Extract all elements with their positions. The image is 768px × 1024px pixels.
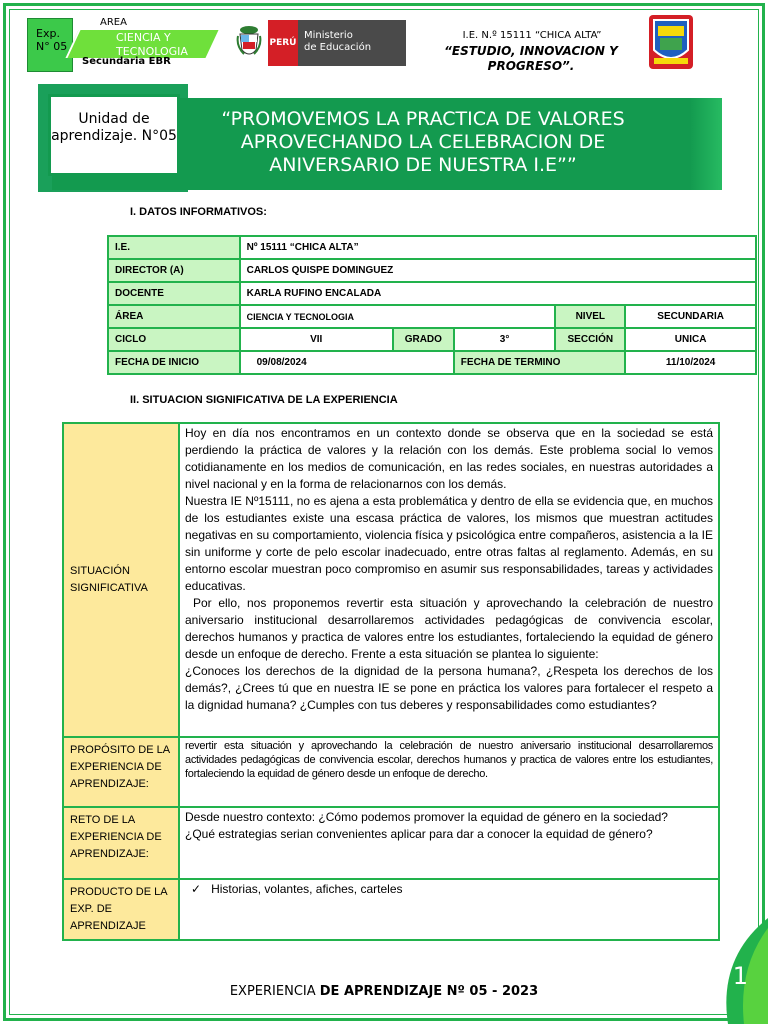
reto-label: RETO DE LA EXPERIENCIA DE APRENDIZAJE: xyxy=(63,807,179,879)
fecha-inicio-label: FECHA DE INICIO xyxy=(108,351,240,374)
unit-label: Unidad de aprendizaje. N°05 xyxy=(48,94,180,176)
table-row xyxy=(108,236,756,259)
table-row xyxy=(63,807,719,879)
situacion-label: SITUACIÓN SIGNIFICATIVA xyxy=(63,423,179,737)
producto-text xyxy=(179,879,719,940)
footer-text-bold: DE APRENDIZAJE Nº 05 - 2023 xyxy=(319,984,539,999)
footer-text xyxy=(0,984,768,999)
area-subtitle: Secundaria EBR xyxy=(82,56,171,67)
table-row xyxy=(108,351,756,374)
area-label: ÁREA xyxy=(108,305,240,328)
table-row xyxy=(108,305,756,328)
seccion-value: UNICA xyxy=(625,328,756,351)
main-title: “PROMOVEMOS LA PRACTICA DE VALORES APROVECHANDO LA CELEBRACION DE ANIVERSARIO DE NUESTRA I.E”” xyxy=(221,108,625,176)
ciclo-value: VII xyxy=(240,328,393,351)
producto-item xyxy=(185,881,713,898)
table-row xyxy=(108,282,756,305)
nivel-value: SECUNDARIA xyxy=(625,305,756,328)
situacion-paragraph-2: Nuestra IE Nº15111, no es ajena a esta problemática y dentro de ella se evidencia que, en muchos de los estudiantes existe una escasa práctica de valores, los mismos que muestran actitudes negativas en su comportamiento, violencia física y psicológica entre compañeros, asistencia a la IE sin uniforme y corte de pelo escolar inadecuado, entre otras faltas al reglamento. Además, en su entorno escolar muestran poco compromiso en asumir sus responsabilidades, tareas y actividades educativas. xyxy=(185,494,713,593)
nivel-label: NIVEL xyxy=(555,305,625,328)
info-table xyxy=(107,235,757,375)
fecha-termino-value: 11/10/2024 xyxy=(625,351,756,374)
table-row xyxy=(108,259,756,282)
ciclo-label: CICLO xyxy=(108,328,240,351)
institution-motto: “ESTUDIO, INNOVACION Y PROGRESO”. xyxy=(444,44,618,73)
reto-line-1: Desde nuestro contexto: ¿Cómo podemos promover la equidad de género en la sociedad? xyxy=(185,810,668,824)
area-banner xyxy=(72,18,212,72)
reto-text xyxy=(179,807,719,879)
ie-label: I.E. xyxy=(108,236,240,259)
director-label: DIRECTOR (A) xyxy=(108,259,240,282)
peru-label: PERÚ xyxy=(268,20,298,66)
footer-text-normal: EXPERIENCIA xyxy=(229,984,320,999)
institution-name: I.E. N.º 15111 “CHICA ALTA” xyxy=(462,30,602,41)
producto-item-label: Historias, volantes, afiches, carteles xyxy=(211,882,403,896)
proposito-label: PROPÓSITO DE LA EXPERIENCIA DE APRENDIZAJE: xyxy=(63,737,179,807)
area-name: CIENCIA Y TECNOLOGIA xyxy=(116,31,188,58)
reto-line-2: ¿Qué estrategias serian convenientes aplicar para dar a conocer la equidad de género? xyxy=(185,827,653,841)
section-1-heading: I. DATOS INFORMATIVOS: xyxy=(130,206,267,218)
table-row xyxy=(108,328,756,351)
situacion-paragraph-4: ¿Conoces los derechos de la dignidad de la persona humana?, ¿Respeta los derechos de los demás?, ¿Crees tú que en nuestra IE se pone en práctica los valores para fortalecer el respeto a la dignidad humana? ¿Cumples con tus deberes y responsabilidades como estudiantes? xyxy=(185,664,713,712)
ministerio-educacion-logo xyxy=(268,20,406,66)
exp-badge: Exp. N° 05 xyxy=(27,18,73,72)
docente-value: KARLA RUFINO ENCALADA xyxy=(240,282,756,305)
seccion-label: SECCIÓN xyxy=(555,328,625,351)
situacion-paragraph-1: Hoy en día nos encontramos en un contexto donde se observa que en la sociedad se está perdiendo la práctica de valores y la relación con los demás. Este problema social lo vemos cotidianamente en los medios de comunicación, en las redes sociales, en nuestras autoridades a nivel nacional y en la forma de relacionarnos con los demás. xyxy=(185,426,713,491)
fecha-termino-label: FECHA DE TERMINO xyxy=(454,351,625,374)
situacion-text xyxy=(179,423,719,737)
situation-table xyxy=(62,422,720,941)
ministerio-label: Ministerio de Educación xyxy=(304,30,372,53)
docente-label: DOCENTE xyxy=(108,282,240,305)
grado-label: GRADO xyxy=(393,328,454,351)
title-band-edge xyxy=(690,98,722,190)
school-shield-icon xyxy=(648,14,694,70)
situacion-paragraph-3: Por ello, nos proponemos revertir esta situación y aprovechando la celebración de nuestro aniversario institucional desarrollaremos actividades pedagógicas de convivencia escolar, derechos humanos y practica de valores entre los estudiantes, fortaleciendo la equidad de género desde un enfoque de derecho. Frente a esta situación se plantea lo siguiente: xyxy=(185,596,713,661)
table-row xyxy=(63,879,719,940)
proposito-text: revertir esta situación y aprovechando la celebración de nuestro aniversario institucional desarrollaremos actividades pedagógicas de convivencia escolar, derechos humanos y practica de valores entre los estudiantes, fortaleciendo la equidad de género desde un enfoque de derecho. xyxy=(179,737,719,807)
ie-value: Nº 15111 “CHICA ALTA” xyxy=(240,236,756,259)
table-row xyxy=(63,737,719,807)
director-value: CARLOS QUISPE DOMINGUEZ xyxy=(240,259,756,282)
section-2-heading: II. SITUACION SIGNIFICATIVA DE LA EXPERIENCIA xyxy=(130,394,398,406)
producto-label: PRODUCTO DE LA EXP. DE APRENDIZAJE xyxy=(63,879,179,940)
grado-value: 3° xyxy=(454,328,556,351)
peru-coat-of-arms-icon xyxy=(236,24,262,60)
area-top-label: ÁREA xyxy=(100,18,127,28)
page-number: 1 xyxy=(732,962,748,990)
fecha-inicio-value: 09/08/2024 xyxy=(240,351,454,374)
area-value: CIENCIA Y TECNOLOGIA xyxy=(240,305,556,328)
table-row xyxy=(63,423,719,737)
checkmark-icon: ✓ xyxy=(191,882,202,896)
